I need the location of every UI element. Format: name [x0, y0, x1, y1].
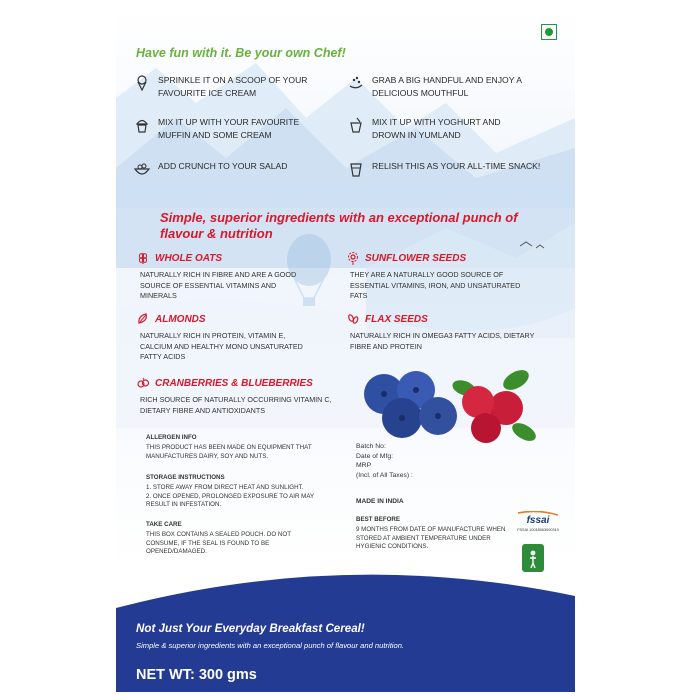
almond-icon	[136, 312, 150, 326]
best-before-title: BEST BEFORE	[356, 516, 401, 523]
best-before	[356, 516, 506, 552]
fssai-license: FSSAI 10018063000319	[517, 528, 559, 532]
ingredient-desc: NATURALLY RICH IN OMEGA3 FATTY ACIDS, DIETARY FIBRE AND PROTEIN	[350, 331, 535, 351]
flax-seed-icon	[346, 312, 360, 326]
footer-subtag: Simple & superior ingredients with an exceptional punch of flavour and nutrition.	[136, 641, 405, 650]
tip-text: RELISH THIS AS YOUR ALL-TIME SNACK!	[372, 161, 541, 171]
tip-item	[134, 74, 308, 99]
tip-item	[134, 116, 308, 141]
ingredient-name: CRANBERRIES & BLUEBERRIES	[155, 377, 313, 389]
berry-icon	[136, 376, 150, 390]
salad-bowl-icon	[134, 161, 150, 177]
ingredient-name: ALMONDS	[155, 313, 206, 325]
made-in: MADE IN INDIA	[356, 498, 404, 505]
date-of-mfg: Date of Mfg:	[356, 452, 394, 460]
ingredient-almonds	[136, 312, 306, 363]
tip-item	[348, 116, 522, 141]
best-before-text: 9 MONTHS FROM DATE OF MANUFACTURE WHEN STORED AT AMBIENT TEMPERATURE UNDER HYGIENIC CONDITIONS.	[356, 525, 506, 551]
allergen-info	[146, 434, 326, 461]
take-care-title: TAKE CARE	[146, 521, 182, 528]
mrp: MRP	[356, 462, 372, 470]
allergen-text: THIS PRODUCT HAS BEEN MADE ON EQUIPMENT THAT MANUFACTURES DAIRY, SOY AND NUTS.	[146, 443, 312, 460]
wheat-icon	[136, 251, 150, 265]
ingredient-desc: NATURALLY RICH IN PROTEIN, VITAMIN E, CALCIUM AND HEALTHY MONO UNSATURATED FATTY ACIDS	[140, 331, 303, 362]
fssai-logo	[512, 511, 564, 533]
ingredient-desc: NATURALLY RICH IN FIBRE AND ARE A GOOD SOURCE OF ESSENTIAL VITAMINS AND MINERALS	[140, 270, 297, 301]
tip-text: SPRINKLE IT ON A SCOOP OF YOUR FAVOURITE ICE CREAM	[158, 75, 308, 98]
ingredient-name: SUNFLOWER SEEDS	[365, 252, 467, 264]
handful-icon	[348, 75, 364, 91]
batch-info	[356, 442, 413, 480]
allergen-title: ALLERGEN INFO	[146, 434, 197, 441]
ingredient-cranberries-blueberries	[136, 376, 346, 416]
take-care-text: THIS BOX CONTAINS A SEALED POUCH. DO NOT CONSUME, IF THE SEAL IS FOUND TO BE OPENED/DAMAGED.	[146, 530, 291, 556]
storage-info	[146, 474, 326, 510]
sunflower-icon	[346, 251, 360, 265]
tip-text: MIX IT UP WITH YOUR FAVOURITE MUFFIN AND SOME CREAM	[158, 117, 300, 140]
batch-no: Batch No:	[356, 443, 386, 450]
snack-icon	[348, 161, 364, 177]
pack-back-panel	[116, 8, 575, 692]
net-weight: NET WT: 300 gms	[136, 667, 257, 683]
storage-title: STORAGE INSTRUCTIONS	[146, 474, 225, 481]
ingredient-name: FLAX SEEDS	[365, 313, 428, 325]
incl-taxes: (Incl. of All Taxes) :	[356, 471, 413, 479]
ingredient-whole-oats	[136, 251, 306, 302]
footer-tagline: Not Just Your Everyday Breakfast Cereal!	[136, 622, 365, 635]
berries-illustration	[356, 358, 536, 450]
ingredient-desc: THEY ARE A NATURALLY GOOD SOURCE OF ESSENTIAL VITAMINS, IRON, AND UNSATURATED FATS	[350, 270, 521, 301]
fssai-wordmark: fssai	[526, 515, 550, 526]
tip-item	[348, 160, 542, 177]
storage-line: 1. STORE AWAY FROM DIRECT HEAT AND SUNLIGHT.	[146, 483, 304, 491]
ingredient-flax-seeds	[346, 312, 546, 352]
ingredient-sunflower-seeds	[346, 251, 536, 302]
ingredients-heading: Simple, superior ingredients with an exceptional punch of flavour & nutrition	[160, 210, 518, 241]
tip-item	[134, 160, 308, 177]
chef-tagline: Have fun with it. Be your own Chef!	[136, 46, 346, 60]
tip-item	[348, 74, 522, 99]
ingredient-name: WHOLE OATS	[155, 252, 223, 264]
fssai-logo-icon	[512, 511, 564, 533]
tip-text: MIX IT UP WITH YOGHURT AND DROWN IN YUMLAND	[372, 117, 501, 140]
muffin-icon	[134, 117, 150, 133]
veg-mark-icon	[541, 24, 557, 40]
storage-line: 2. ONCE OPENED, PROLONGED EXPOSURE TO AIR MAY RESULT IN INFESTATION.	[146, 492, 315, 509]
tip-text: ADD CRUNCH TO YOUR SALAD	[158, 161, 288, 171]
ice-cream-icon	[134, 75, 150, 91]
ingredient-desc: RICH SOURCE OF NATURALLY OCCURRING VITAMIN C, DIETARY FIBRE AND ANTIOXIDANTS	[140, 395, 332, 415]
tip-text: GRAB A BIG HANDFUL AND ENJOY A DELICIOUS MOUTHFUL	[372, 75, 522, 98]
yoghurt-icon	[348, 117, 364, 133]
